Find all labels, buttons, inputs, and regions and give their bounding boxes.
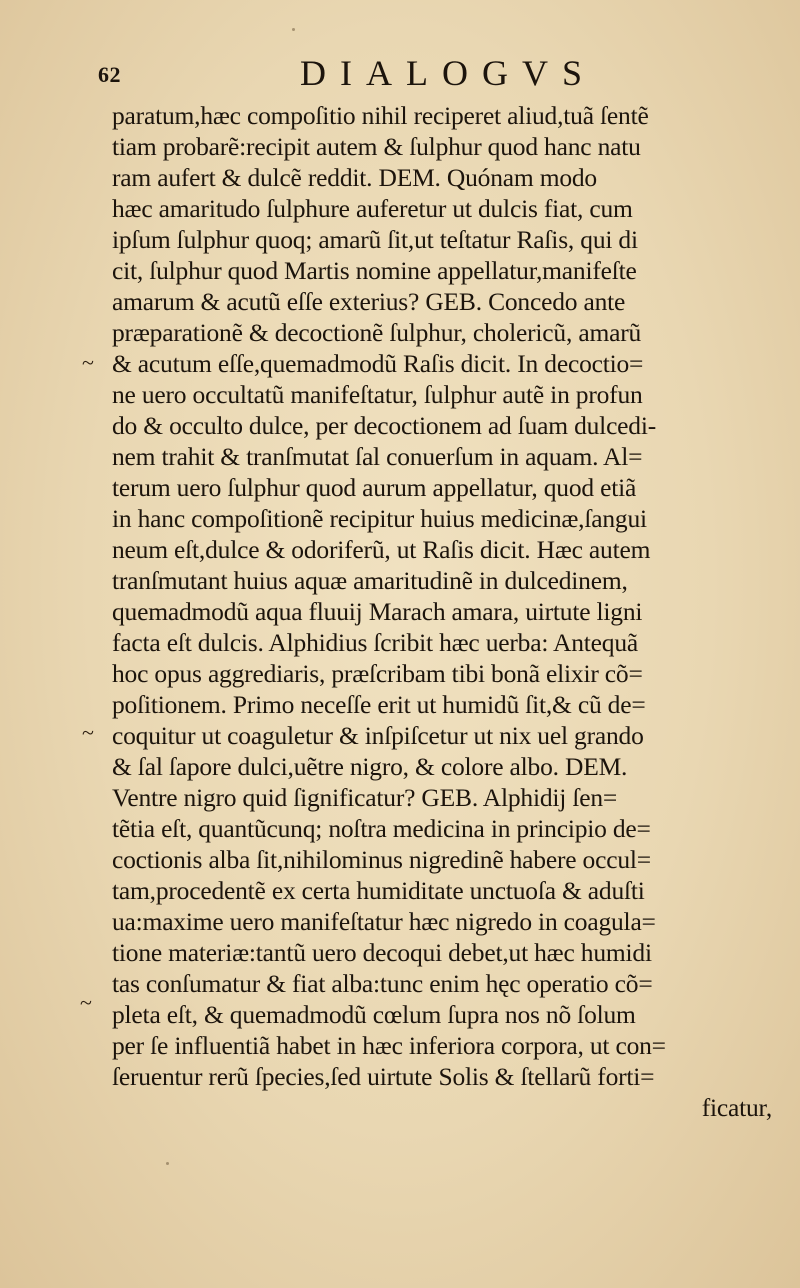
text-line: hæc amaritudo ſulphure auferetur ut dulcis fiat, cum <box>112 194 633 223</box>
text-line: paratum,hæc compoſitio nihil reciperet aliud,tuã ſentẽ <box>112 101 649 130</box>
paper-speck <box>292 28 295 31</box>
paper-speck <box>166 1162 169 1165</box>
text-line: neum eſt,dulce & odoriferũ, ut Raſis dicit. Hæc autem <box>112 535 651 564</box>
text-line: ipſum ſulphur quoq; amarũ ſit,ut teſtatur Raſis, qui di <box>112 225 638 254</box>
catchword-line: ficatur, <box>701 1093 772 1122</box>
main-text <box>112 100 772 1123</box>
text-line: præparationẽ & decoctionẽ ſulphur, cholericũ, amarũ <box>112 318 642 347</box>
text-line: quemadmodũ aqua fluuij Marach amara, uirtute ligni <box>112 597 643 626</box>
text-line: terum uero ſulphur quod aurum appellatur, quod etiã <box>112 473 637 502</box>
text-line: per ſe influentiã habet in hæc inferiora corpora, ut con= <box>112 1031 666 1060</box>
text-line: tas conſumatur & fiat alba:tunc enim hęc operatio cõ= <box>112 969 653 998</box>
text-line: ua:maxime uero manifeſtatur hæc nigredo in coagula= <box>112 907 656 936</box>
text-line: tam,procedentẽ ex certa humiditate unctuoſa & aduſti <box>112 876 645 905</box>
text-line: amarum & acutũ eſſe exterius? GEB. Concedo ante <box>112 287 626 316</box>
text-line: Ventre nigro quid ſignificatur? GEB. Alphidij ſen= <box>112 783 618 812</box>
text-line: & ſal ſapore dulci,uẽtre nigro, & colore albo. DEM. <box>112 752 628 781</box>
text-line: ram aufert & dulcẽ reddit. DEM. Quónam modo <box>112 163 597 192</box>
text-line: tranſmutant huius aquæ amaritudinẽ in dulcedinem, <box>112 566 628 595</box>
text-line: tẽtia eſt, quantũcunq; noſtra medicina in principio de= <box>112 814 651 843</box>
text-line: poſitionem. Primo neceſſe erit ut humidũ ſit,& cũ de= <box>112 690 646 719</box>
text-line: in hanc compoſitionẽ recipitur huius medicinæ,ſangui <box>112 504 647 533</box>
text-line: do & occulto dulce, per decoctionem ad ſuam dulcedi- <box>112 411 657 440</box>
text-line: coctionis alba ſit,nihilominus nigredinẽ habere occul= <box>112 845 651 874</box>
margin-mark: ~ <box>80 990 92 1015</box>
text-line: cit, ſulphur quod Martis nomine appellatur,manifeſte <box>112 256 637 285</box>
text-line: pleta eſt, & quemadmodũ cœlum ſupra nos nõ ſolum <box>112 1000 636 1029</box>
running-head: DIALOGVS <box>300 53 596 93</box>
text-line: tione materiæ:tantũ uero decoqui debet,ut hæc humidi <box>112 938 652 967</box>
text-line: & acutum eſſe,quemadmodũ Raſis dicit. In decoctio= <box>112 349 644 378</box>
text-line: tiam probarẽ:recipit autem & ſulphur quod hanc natu <box>112 132 641 161</box>
text-line: nem trahit & tranſmutat ſal conuerſum in aquam. Al= <box>112 442 643 471</box>
margin-mark: ~ <box>82 720 94 745</box>
text-line: coquitur ut coaguletur & inſpiſcetur ut nix uel grando <box>112 721 644 750</box>
text-line: hoc opus aggrediaris, præſcribam tibi bonã elixir cõ= <box>112 659 643 688</box>
text-line: facta eſt dulcis. Alphidius ſcribit hæc uerba: Antequã <box>112 628 638 657</box>
margin-mark: ~ <box>82 350 94 375</box>
page-number: 62 <box>98 62 121 87</box>
text-line: ne uero occultatũ manifeſtatur, ſulphur autẽ in profun <box>112 380 643 409</box>
text-line: ſeruentur rerũ ſpecies,ſed uirtute Solis & ſtellarũ forti= <box>112 1062 655 1091</box>
